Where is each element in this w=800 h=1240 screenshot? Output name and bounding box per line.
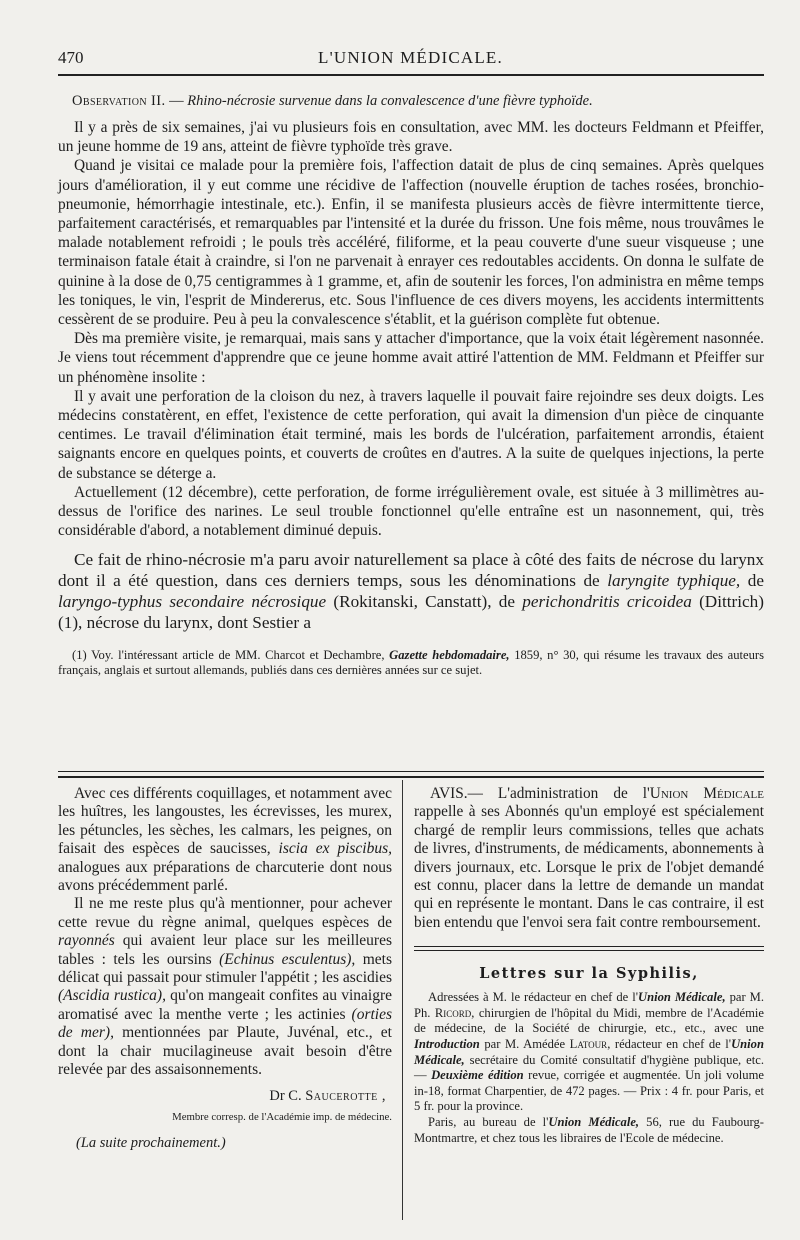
advert-italic: Deuxième édition <box>431 1068 524 1083</box>
feuilleton-italic: (Echinus esculentus), <box>219 950 356 968</box>
page-number: 470 <box>58 48 84 67</box>
advert-italic: Union Médicale, <box>638 990 726 1005</box>
avis-notice <box>414 785 764 932</box>
observation-label: Observation II. <box>72 93 166 109</box>
header-rule <box>58 74 764 76</box>
notice-separator <box>414 946 764 951</box>
signature-prefix: Dr C. <box>269 1087 306 1104</box>
feuilleton-italic: rayonnés <box>58 932 115 950</box>
advert-italic: Union Médicale, <box>414 1037 764 1067</box>
advert-author: Latour <box>569 1037 608 1052</box>
continuation-note: (La suite prochainement.) <box>76 1134 226 1151</box>
advert-text: Paris, au bureau de l' <box>428 1115 549 1129</box>
paragraph-3: Dès ma première visite, je remarquai, mais sans y attacher d'importance, que la voix était légèrement nasonnée. Je viens tout récemment d'apprendre que ce jeune homme avait attiré l'attention de MM. Feldmann et Pfeiffer sur un phénomène insolite : <box>58 330 764 386</box>
avis-text: rappelle à ses Abonnés qu'un employé est spécialement chargé de remplir leurs commissions, telles que achats de livres, d'instruments, de médicaments, abonnements à divers journaux, etc. Lorsque le prix de l'objet demandé est connu, placer dans la lettre de demande un mandat qui en représente le montant. Dans le cas contraire, il est bien entendu que l'envoi sera fait contre remboursement. <box>414 803 764 931</box>
feuilleton-text: qu'on mangeait confites au vinaigre aromatisé avec la menthe verte ; les actinies <box>58 987 392 1023</box>
advert-text: par M. Amédée <box>479 1037 570 1052</box>
advert-text: secrétaire du Comité consultatif d'hygiène publique, etc. — <box>414 1052 764 1083</box>
feuilleton-paragraph-1 <box>58 785 392 895</box>
feuilleton-text: mets délicat qui passait pour stimuler l'appétit ; les ascidies <box>58 950 392 987</box>
author-signature <box>58 1088 386 1105</box>
advert-paragraph-2 <box>414 1115 764 1146</box>
advert-italic: Introduction <box>414 1037 480 1052</box>
advert-text: , chirurgien de l'hôpital du Midi, membre de l'Académie de médecine, de la Société de chirurgie, etc., etc., avec une <box>414 1005 764 1036</box>
column-divider <box>402 780 403 1220</box>
advert-text: 56, rue du Faubourg-Montmartre, et chez tous les libraires de l'Ecole de médecine. <box>414 1115 764 1145</box>
discussion-text-1: Ce fait de rhino-nécrosie m'a paru avoir naturellement sa place à côté des faits de nécrose du larynx dont il a été question, dans ces derniers temps, sous les dénominations de <box>58 550 764 591</box>
advert-text: , rédacteur en chef de l' <box>607 1037 732 1052</box>
discussion-text-2: de <box>740 571 764 591</box>
feuilleton-paragraph-2 <box>58 895 392 1079</box>
term-perichondritis: perichondritis cricoidea <box>522 592 692 612</box>
term-laryngite: laryngite typhique, <box>607 571 741 591</box>
advert-text: Adressées à M. le rédacteur en chef de l' <box>428 990 638 1005</box>
author-title: Membre corresp. de l'Académie imp. de médecine. <box>172 1110 392 1123</box>
avis-text: — L'administration de l' <box>467 785 650 802</box>
footnote <box>58 648 764 679</box>
feuilleton-separator <box>58 771 764 778</box>
paragraph-2: Quand je visitai ce malade pour la première fois, l'affection datait de plus de cinq semaines. Après quelques jours d'amélioration, il y eut comme une récidive de l'affection (nouvelle éruption de taches rosées, bronchio-pneumonie, hémorrhagie intestinale, etc.). Enfin, il se manifesta plusieurs accès de fièvre intermittente tierce, parfaitement caractérisés, et remarquables par l'intensité et la durée du frisson. Une fois même, nous trouvâmes le malade notablement refroidi ; le pouls très accéléré, filiforme, et la peau couverte d'une sueur visqueuse ; une terminaison fatale était à craindre, si l'on ne parvenait à enrayer ces redoutables accidents. On donna le sulfate de quinine à la dose de 0,75 centigrammes à 1 gramme, et, afin de soutenir les forces, l'on administra en même temps les toniques, le vin, l'esprit de Mindererus, etc. Sous l'influence de ces divers moyens, les accidents intermittents cessèrent de se produire. Peu à peu la convalescence s'établit, et la guérison complète fut obtenue. <box>58 157 764 329</box>
advert-author: Ricord <box>434 1005 472 1020</box>
discussion-text-4: (Dittrich) (1), nécrose du larynx, dont Sestier a <box>58 592 764 632</box>
term-laryngo-typhus: laryngo-typhus secondaire nécrosique <box>58 592 327 612</box>
observation-dash: — <box>165 93 188 109</box>
feuilleton-italic: iscia ex piscibus, <box>278 840 392 858</box>
footnote-text-2: 1859, n° 30, qui résume les travaux des auteurs français, anglais et surtout allemands, publiés dans ces dernières années sur ce sujet. <box>58 647 764 678</box>
paragraph-5: Actuellement (12 décembre), cette perforation, de forme irrégulièrement ovale, est située à 3 millimètres au-dessus de l'orifice des narines. Le seul trouble fonctionnel qu'elle entraîne est un nasonnement, qui, très considérable d'abord, a notablement diminué depuis. <box>58 483 764 540</box>
feuilleton-italic: (orties de mer), <box>58 1005 392 1042</box>
footnote-journal: Gazette hebdomadaire, <box>389 647 510 662</box>
discussion-paragraph <box>58 550 764 633</box>
feuilleton-text: qui avaient leur place sur les meilleures tables : tels les oursins <box>58 932 392 968</box>
feuilleton-text: Il ne me reste plus qu'à mentionner, pour achever cette revue du règne animal, quelques espèces de <box>58 895 392 931</box>
notices-column <box>414 785 764 1146</box>
observation-heading <box>72 92 764 110</box>
main-article <box>58 92 764 679</box>
advert-title: Lettres sur la Syphilis, <box>479 965 699 983</box>
advert-text: par M. Ph. <box>414 990 764 1020</box>
discussion-text-3: (Rokitanski, Canstatt), de <box>326 592 523 612</box>
feuilleton-text: mentionnées par Plaute, Juvénal, etc., et dont la chair mucilagineuse avait besoin d'être relevée par des assaisonnements. <box>58 1024 392 1079</box>
avis-journal: Union Médicale <box>649 785 764 802</box>
paragraph-1: Il y a près de six semaines, j'ai vu plusieurs fois en consultation, avec MM. les docteurs Feldmann et Pfeiffer, un jeune homme de 19 ans, atteint de fièvre typhoïde très grave. <box>58 119 764 156</box>
feuilleton-column <box>58 785 392 1152</box>
paragraph-4: Il y avait une perforation de la cloison du nez, à travers laquelle il pouvait faire rejoindre ses deux doigts. Les médecins constatèrent, en effet, l'existence de cette perforation, qui avait la dimension d'un pièce de cinquante centimes. Le travail d'élimination était terminé, mais les bords de l'ulcération, parfaitement arrondis, étaient saignants encore en quelques points, et couverts de croûtes en d'autres. A la suite de quelques injections, la perte de substance se déterge a. <box>58 387 764 482</box>
advert-text: revue, corrigée et augmentée. Un joli volume in-18, format Charpentier, de 472 pages. — Prix : 4 fr. pour Paris, et 5 fr. pour la province. <box>414 1068 764 1114</box>
feuilleton-text: Avec ces différents coquillages, et notamment avec les huîtres, les langoustes, les écrevisses, les murex, les pétuncles, les sèches, les calmars, les peignes, on faisait des espèces de saucisses, <box>58 785 392 858</box>
feuilleton-text: analogues aux préparations de charcuterie dont nous avons précédemment parlé. <box>58 858 392 895</box>
observation-title: Rhino-nécrosie survenue dans la convalescence d'une fièvre typhoïde. <box>187 93 593 109</box>
footnote-text-1: (1) Voy. l'intéressant article de MM. Charcot et Dechambre, <box>72 647 390 662</box>
page-header <box>58 42 763 72</box>
signature-name: Saucerotte , <box>305 1087 386 1104</box>
advert-paragraph-1 <box>414 990 764 1115</box>
feuilleton-italic: (Ascidia rustica), <box>58 987 166 1005</box>
advert-italic: Union Médicale, <box>548 1115 640 1129</box>
avis-label: AVIS. <box>430 785 468 802</box>
running-title: L'UNION MÉDICALE. <box>318 48 503 67</box>
